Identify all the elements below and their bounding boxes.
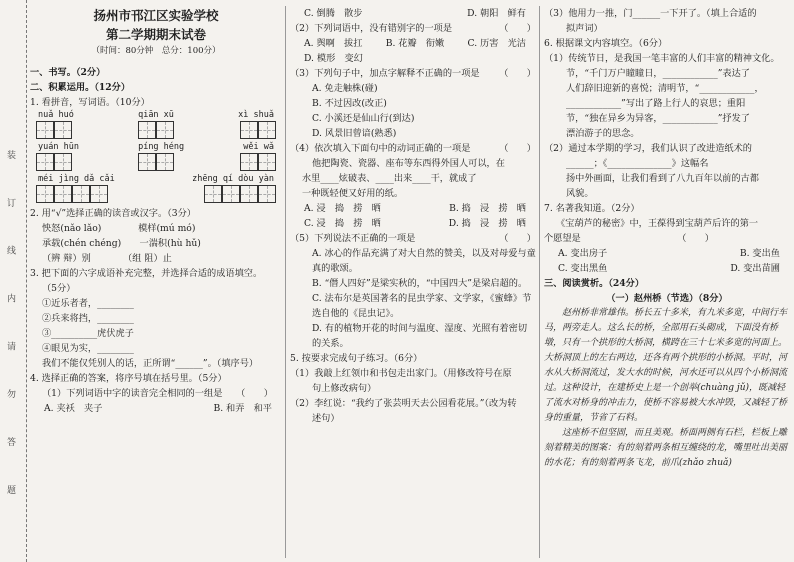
question-line: （2）通过本学期的学习，我们认识了改进造纸术的 [544,143,752,154]
question-line: 句上修改病句） [312,383,377,394]
question-score: （5分） [42,283,76,294]
option: D. 朝阳 鲜有 [467,8,526,19]
answer-box[interactable] [240,121,258,139]
option-row [290,36,536,51]
pinyin: píng héng [138,142,185,152]
question-text: （3）下列句子中，加点字解释不正确的一项是 [290,68,480,79]
question-line: 怏怒(nǎo lǎo) 模样(mú mó) [42,223,196,234]
answer-box[interactable] [258,121,276,139]
answer-box[interactable] [54,153,72,171]
option: D. 捣 浸 捞 晒 [448,218,526,229]
question-line [290,231,536,246]
column-3 [544,6,790,471]
exam-title: 第二学期期末试卷 [105,27,206,42]
answer-box[interactable] [36,121,54,139]
question-line: （1）下列词语中字的读音完全相同的一组是 （ ） [42,388,273,399]
school-title: 扬州市邗江区实验学校 [93,8,219,23]
pinyin: nuǎ huó [38,110,74,120]
section-3: 三、阅读赏析。（24分） [544,278,645,289]
answer-box[interactable] [222,185,240,203]
question-line: 漂泊游子的思念。 [566,128,640,139]
option: B. 花瓣 衔嫩 [385,38,445,49]
question-line: （2）李红说：“我约了张芸明天去公园看花展。”（改为转 [290,398,517,409]
option: A. 夹袄 夹子 [44,403,103,414]
answer-box[interactable] [258,153,276,171]
question-line: 扬中外画面，让我们看到了八九百年以前的古都 [566,173,759,184]
question-line: （3）他用力一推，门______一下开了。（填上合适的 [544,8,757,19]
pinyin: méi jìng dǎ cǎi [38,174,115,184]
answer-box-row [30,153,282,171]
answer-paren[interactable]: （ ） [499,23,536,34]
pinyin-row [30,110,282,121]
column-divider [285,6,286,558]
answer-paren[interactable]: （ ） [499,68,536,79]
question-line [290,21,536,36]
answer-box[interactable] [72,185,90,203]
answer-box[interactable] [54,185,72,203]
margin-text: 装 订 线 内 请 勿 答 题 [5,150,15,513]
question-line: 一种既轻便又好用的纸。 [302,188,404,199]
question-line: （1）我敲上红领巾和书包走出家门。（用修改符号在原 [290,368,512,379]
question-line: 他把陶瓷、瓷器、座布等东西得外国人可以，在 [312,158,505,169]
question-text: （5）下列说法不正确的一项是 [290,233,416,244]
question-1: 1. 看拼音，写词语。（10分） [30,97,150,108]
question-2: 2. 用“√”选择正确的读音或汉字。（3分） [30,208,196,219]
option-row [290,51,536,66]
option: B. 变出鱼 [739,248,780,259]
option: C. 历害 光洁 [467,38,526,49]
question-3: 3. 把下面的六字成语补充完整，并选择合适的成语填空。 [30,268,263,279]
answer-box[interactable] [156,121,174,139]
question-text: （2）下列词语中，没有错别字的一项是 [290,23,453,34]
question-line: 《宝葫芦的秘密》中，王葆得到宝葫芦后许的第一 [556,218,759,229]
answer-box[interactable] [240,153,258,171]
pinyin-row [30,142,282,153]
option: C. 小溪还是仙山行(到达) [312,113,415,124]
answer-paren[interactable]: （ ） [499,143,536,154]
option-row [290,216,536,231]
answer-box[interactable] [156,153,174,171]
option: A. 舆啊 拔扛 [304,38,363,49]
pinyin: wěi wǎ [243,142,274,152]
question-line [290,141,536,156]
question-line: 述句） [312,413,340,424]
option: B. 不过因改(改正) [312,98,387,109]
question-5: 5. 按要求完成句子练习。（6分） [290,353,423,364]
reading-passage: 这座桥不但坚固，而且美观。桥面两侧有石栏，栏板上雕刻着精美的图案：有的刻着两条相互缠绕的龙，嘴里吐出美丽的水花；有的刻着两条飞龙，前爪(zhǎo zhuǎ) [544,428,788,468]
option: D. 有的植物开花的时间与温度、湿度、光照有着密切的关系。 [312,323,528,349]
question-6: 6. 根据课文内容填空。（6分） [544,38,668,49]
answer-box[interactable] [258,185,276,203]
option: D. 变出苗圃 [730,263,780,274]
answer-box[interactable] [36,153,54,171]
option: B. 和弄 和平 [213,403,272,414]
question-line: 拟声词） [566,23,603,34]
option: B. “僭人四好”是梁实秋的，“中国四大”是梁启超的。 [312,278,528,289]
reading-title: （一）赵州桥（节选）（8分） [606,293,728,304]
option-row [544,246,790,261]
answer-box-row [30,185,282,203]
option: A. 浸 捣 捞 晒 [304,203,381,214]
option: A. 免走触株(碰) [312,83,378,94]
question-line: ④眼见为实，________ [42,343,134,354]
question-line: 风貌。 [566,188,594,199]
option-row [290,6,536,21]
question-line [290,66,536,81]
question-4: 4. 选择正确的答案，将序号填在括号里。（5分） [30,373,227,384]
pinyin: qiān xū [138,110,174,120]
pinyin: yuán hūn [38,142,79,152]
option: D. 模形 变幻 [304,53,363,64]
answer-box[interactable] [138,121,156,139]
question-line: 个愿望是 （ ） [544,233,714,244]
question-line: ①近乐者者，________ [42,298,134,309]
exam-meta: （时间：80分钟 总分：100分） [91,46,221,56]
option: C. 浸 捣 捞 晒 [304,218,381,229]
option: C. 变出黑鱼 [558,263,608,274]
question-line: （辨 辩）别 （组 阻）止 [42,253,172,264]
question-line: 水里____炫破表、____出来____干，就成了 [302,173,477,184]
question-line: 节，“独在异乡为异客，____________”抒发了 [566,113,750,124]
question-line: ③__________虎伏虎子 [42,328,134,339]
column-2 [290,6,536,426]
answer-box[interactable] [36,185,54,203]
answer-box[interactable] [204,185,222,203]
question-text: （4）依次填入下面句中的动词正确的一项是 [290,143,471,154]
question-7: 7. 名著我知道。（2分） [544,203,640,214]
pinyin-row [30,174,282,185]
answer-paren[interactable]: （ ） [499,233,536,244]
answer-box[interactable] [54,121,72,139]
question-line: 节，“千门万户瞳瞳日，____________”表达了 [566,68,750,79]
section-2: 二、积累运用。（12分） [30,82,131,93]
column-1 [30,6,282,416]
pinyin: xì shuǎ [238,110,274,120]
option: A. 冰心的作品充满了对大自然的赞美，以及对母爱与童真的歌颂。 [312,248,536,274]
option: D. 风景旧曾谙(熟悉) [312,128,397,139]
pinyin: zhēng qí dòu yàn [192,174,274,184]
question-line: 我们不能仅凭别人的话，正所谓“______”。（填序号） [42,358,259,369]
question-line: ____________”写出了路上行人的哀思；重阳 [566,98,746,109]
option: C. 倒腾 散步 [304,8,363,19]
answer-box-row [30,121,282,139]
question-line: （1）传统节日，是我国一笔丰富的人们丰富的精神文化。 [544,53,780,64]
option: A. 变出房子 [558,248,608,259]
option-row [290,201,536,216]
question-line: ______；《______________》这幅名 [566,158,709,169]
reading-passage: 赵州桥非常雄伟。桥长五十多米，有九米多宽，中间行车马，两旁走人。这么长的桥，全部用石头砌成，下面没有桥墩，只有一个拱形的大桥洞，横跨在三十七米多宽的河面上。大桥洞顶上的左右两边，还各有两个拱形的小桥洞。平时，河水从大桥洞流过，发大水的时候，河水还可以从四个小桥洞流过。这种设计，在建桥史上是一个创举(chuàng jǔ)，既减轻了流水对桥身的冲击力，使桥不容易被大水冲毁，又减轻了桥身的重量，节省了石料。 [544,308,788,423]
binding-margin [0,0,27,562]
question-line: 人们辞旧迎新的喜悦；清明节，“____________， [566,83,764,94]
option-row [30,401,282,416]
question-line: 承载(chén chéng) 一湍积(hù hǔ) [42,238,201,249]
answer-box[interactable] [138,153,156,171]
option-row [544,261,790,276]
option: C. 法布尔是英国著名的昆虫学家、文学家，《蜜蜂》节选自他的《昆虫记》。 [312,293,532,319]
column-divider [539,6,540,558]
answer-box[interactable] [90,185,108,203]
section-1: 一、书写。（2分） [30,67,106,78]
answer-box[interactable] [240,185,258,203]
question-line: ②兵来将挡，________ [42,313,134,324]
option: B. 捣 浸 捞 晒 [449,203,526,214]
